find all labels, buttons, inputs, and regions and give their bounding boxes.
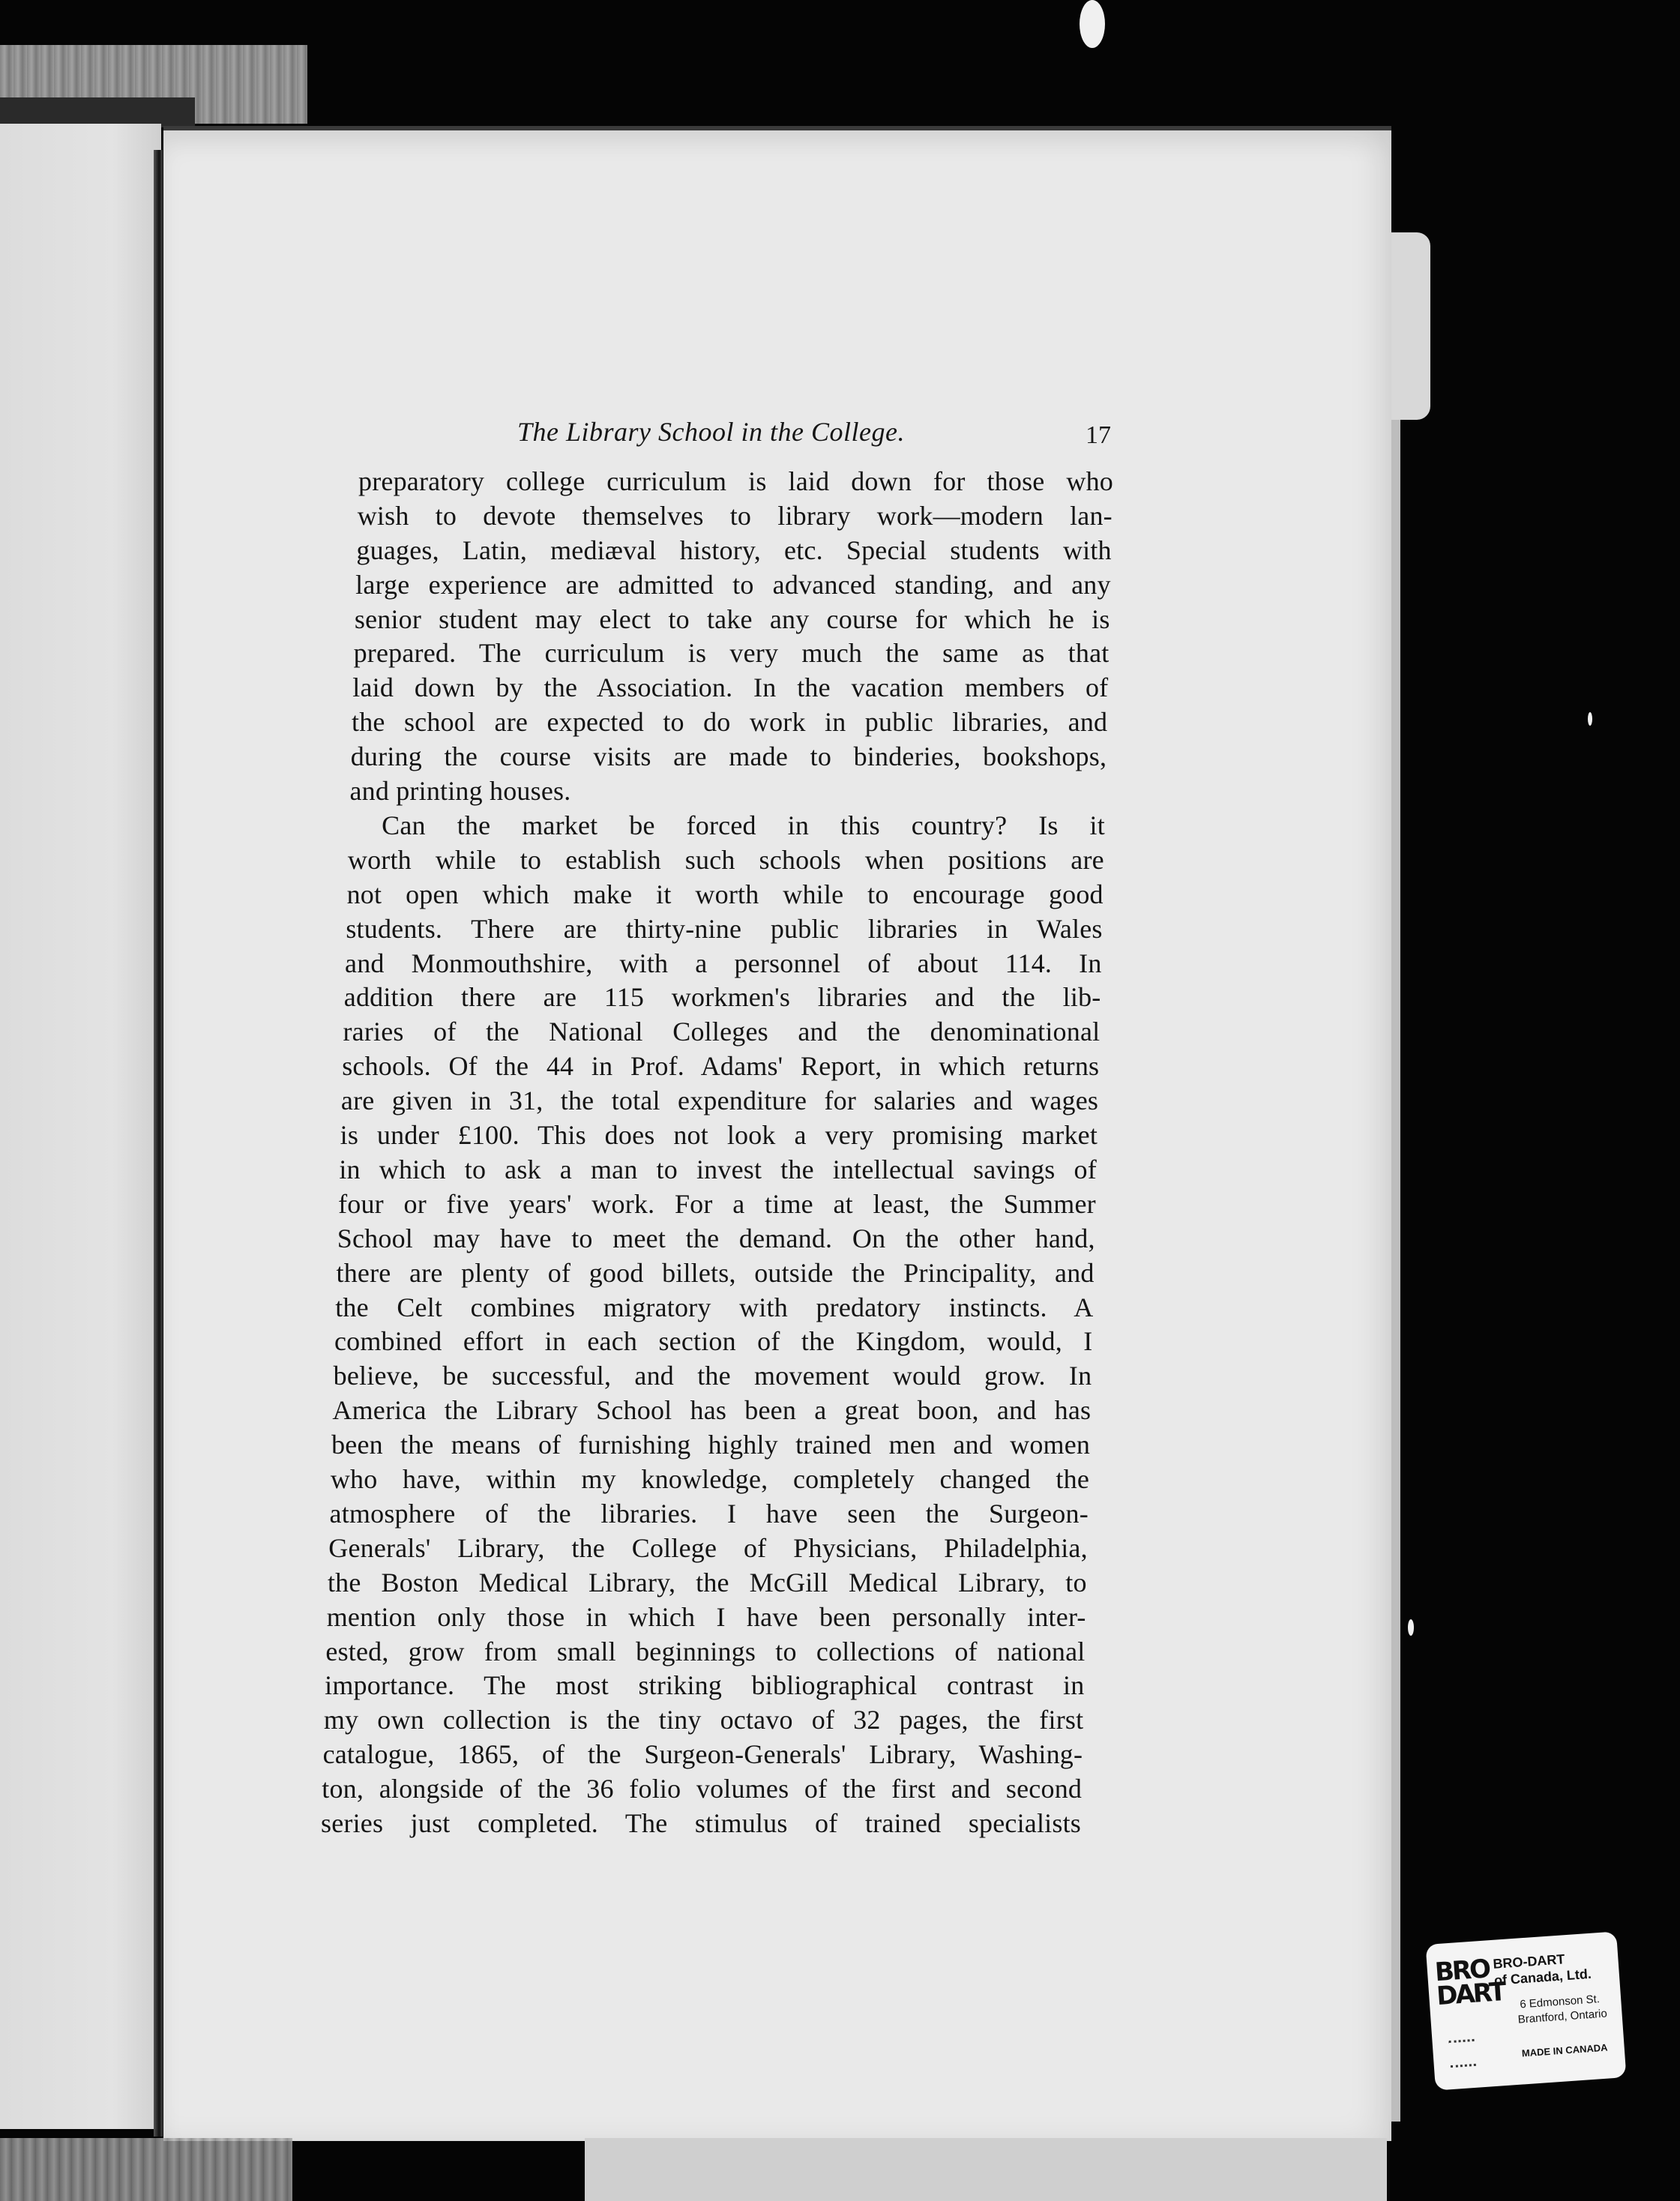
stamp-brand: BRO-DART [1492,1951,1565,1972]
text-line: wish to devote themselves to library work—modern lan- [357,500,1113,531]
spine-shadow [0,97,195,127]
text-line: the Celt combines migratory with predatory instincts. A [335,1292,1094,1322]
text-line: prepared. The curriculum is very much the same as that [353,638,1110,669]
text-line: four or five years' work. For a time at least, the Summer [338,1188,1096,1219]
text-line: atmosphere of the libraries. I have seen the Surgeon- [329,1498,1089,1529]
text-line: the school are expected to do work in public libraries, and [352,707,1108,738]
text-line: catalogue, 1865, of the Surgeon-Generals' Library, Washing- [322,1739,1083,1770]
text-line: who have, within my knowledge, completely changed the [330,1464,1090,1495]
page-edge-tab [1391,232,1430,420]
text-line: not open which make it worth while to encourage good [346,879,1104,909]
bottom-page-edge [585,2138,1387,2201]
text-line: my own collection is the tiny octavo of 32 pages, the first [323,1705,1084,1735]
text-line: there are plenty of good billets, outside the Principality, and [336,1257,1095,1288]
page-number: 17 [1086,421,1111,449]
stamp-mark-icon [1449,2039,1476,2068]
text-line: is under £100. This does not look a very promising market [340,1120,1098,1151]
page-edge [1391,420,1400,2122]
text-line: in which to ask a man to invest the intellectual savings of [339,1154,1097,1184]
text-line: Generals' Library, the College of Physicians, Philadelphia, [328,1532,1088,1563]
text-line: Can the market be forced in this country? Is it [382,810,1105,840]
text-line: schools. Of the 44 in Prof. Adams' Report, in which returns [342,1051,1100,1082]
text-line: combined effort in each section of the Kingdom, would, I [334,1326,1093,1357]
library-label-stamp [1426,1931,1627,2090]
text-line: been the means of furnishing highly trained men and women [331,1430,1091,1460]
text-line: importance. The most striking bibliographical contrast in [325,1670,1085,1701]
brodart-logo: BRO DART [1433,1954,1505,2012]
bottom-spine-edge [0,2138,292,2201]
text-line: the Boston Medical Library, the McGill Medical Library, to [327,1567,1087,1598]
running-head: The Library School in the College. [517,417,905,447]
scan-artifact [1080,0,1105,48]
text-line: and printing houses. [349,776,571,807]
stamp-made-in: MADE IN CANADA [1521,2041,1609,2059]
stamp-address-street: 6 Edmonson St. [1519,1993,1601,2011]
text-line: students. There are thirty-nine public libraries in Wales [346,913,1103,944]
text-line: guages, Latin, mediæval history, etc. Special students with [356,535,1112,565]
text-line: during the course visits are made to binderies, bookshops, [350,741,1107,772]
text-line: America the Library School has been a great boon, and has [332,1395,1092,1426]
text-line: School may have to meet the demand. On the other hand, [337,1223,1095,1253]
left-facing-page [0,124,161,2129]
text-line: addition there are 115 workmen's libraries and the lib- [343,982,1101,1013]
text-line: are given in 31, the total expenditure for salaries and wages [340,1086,1099,1116]
text-line: worth while to establish such schools when positions are [347,844,1104,875]
scan-artifact [1408,1619,1414,1636]
stamp-brand-sub: of Canada, Ltd. [1493,1966,1592,1988]
text-line: large experience are admitted to advanced standing, and any [355,569,1111,600]
text-line: and Monmouthshire, with a personnel of about 114. In [345,948,1102,978]
text-line: preparatory college curriculum is laid down for those who [358,466,1113,496]
text-line: senior student may elect to take any course for which he is [354,603,1110,634]
text-line: raries of the National Colleges and the denominational [343,1017,1101,1047]
text-line: laid down by the Association. In the vacation members of [352,672,1109,703]
text-line: ton, alongside of the 36 folio volumes of the first and second [322,1774,1083,1804]
text-line: mention only those in which I have been personally inter- [326,1601,1086,1632]
text-line: ested, grow from small beginnings to collections of national [325,1636,1086,1666]
text-line: series just completed. The stimulus of trained specialists [321,1808,1081,1838]
scan-artifact [1588,712,1592,726]
page-gutter [154,150,163,2137]
stamp-address-city: Brantford, Ontario [1517,2007,1608,2026]
text-line: believe, be successful, and the movement would grow. In [333,1361,1092,1391]
